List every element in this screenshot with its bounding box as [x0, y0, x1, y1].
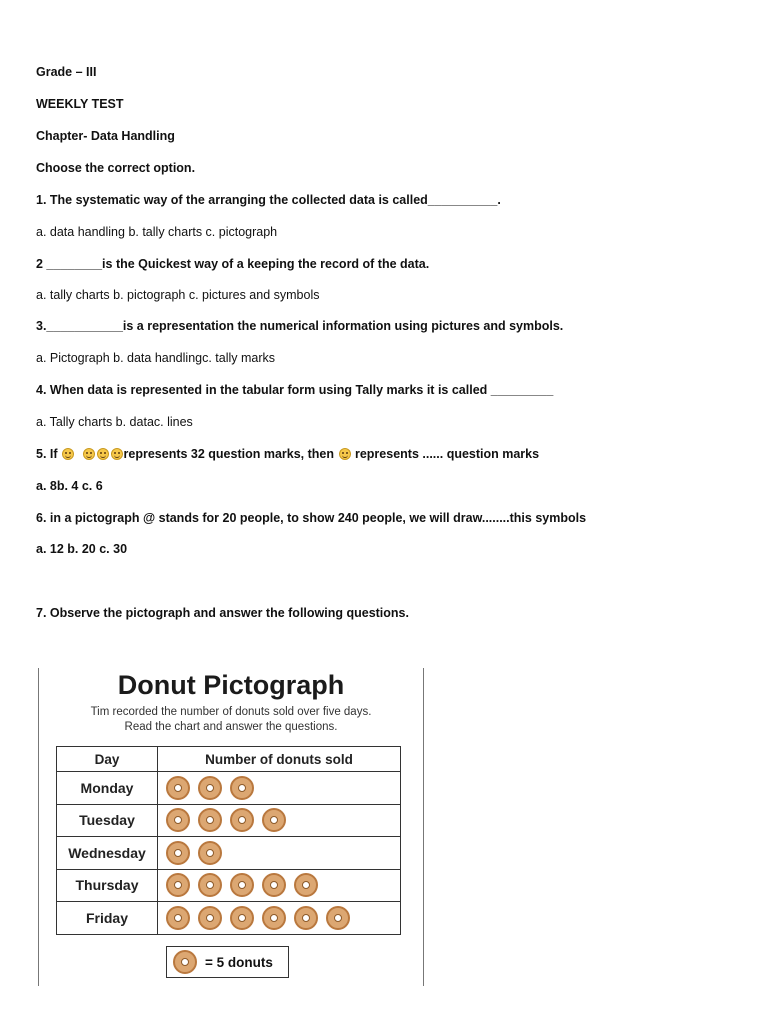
donut-count-cell: [158, 869, 401, 902]
pictograph-subtitle-1: Tim recorded the number of donuts sold over five days.: [90, 706, 372, 718]
donut-icon: [230, 808, 254, 832]
question-2: 2 ________is the Quickest way of a keeping the record of the data.: [36, 257, 430, 271]
instruction: Choose the correct option.: [36, 161, 196, 175]
donut-icon: [294, 906, 318, 930]
donut-icon: [173, 950, 197, 974]
question-5-mid: represents 32 question marks, then: [123, 447, 335, 461]
donut-icon: [230, 906, 254, 930]
donut-icon: [198, 841, 222, 865]
options-2: a. tally charts b. pictograph c. pictures and symbols: [36, 288, 320, 302]
donut-icon: [198, 906, 222, 930]
table-row: [57, 772, 401, 805]
question-4: 4. When data is represented in the tabular form using Tally marks it is called _________: [36, 383, 554, 397]
donut-icon: [326, 906, 350, 930]
column-header-day: Day: [57, 747, 158, 772]
legend-label: = 5 donuts: [205, 954, 273, 970]
day-label: Tuesday: [57, 804, 158, 837]
donut-icon: [166, 808, 190, 832]
pictograph-subtitle-2: Read the chart and answer the questions.: [124, 721, 338, 733]
donut-count-cell: [158, 902, 401, 935]
options-5: a. 8b. 4 c. 6: [36, 479, 103, 493]
table-header-row: [57, 747, 401, 772]
donut-icon: [262, 873, 286, 897]
donut-icon: [262, 808, 286, 832]
pictograph-legend: [166, 946, 289, 978]
donut-icon: [166, 841, 190, 865]
smiley-icon: [111, 448, 123, 460]
donut-pictograph: [38, 668, 424, 986]
donut-count-cell: [158, 837, 401, 870]
options-1: a. data handling b. tally charts c. pictograph: [36, 225, 278, 239]
question-1: 1. The systematic way of the arranging the collected data is called__________.: [36, 193, 501, 207]
smiley-icon: [97, 448, 109, 460]
pictograph-table: [56, 746, 401, 935]
question-3: 3.___________is a representation the numerical information using pictures and symbols.: [36, 319, 564, 333]
column-header-count: Number of donuts sold: [158, 747, 401, 772]
question-5-start: 5. If: [36, 447, 58, 461]
donut-icon: [198, 808, 222, 832]
question-5-end: represents ...... question marks: [354, 447, 540, 461]
donut-icon: [294, 873, 318, 897]
donut-icon: [166, 873, 190, 897]
donut-icon: [230, 776, 254, 800]
table-row: [57, 902, 401, 935]
donut-icon: [198, 776, 222, 800]
question-5: [36, 446, 539, 462]
day-label: Thursday: [57, 869, 158, 902]
smiley-icon: [83, 448, 95, 460]
chapter-title: Chapter- Data Handling: [36, 129, 175, 143]
options-6: a. 12 b. 20 c. 30: [36, 542, 128, 556]
smiley-icon: [62, 448, 74, 460]
donut-icon: [198, 873, 222, 897]
pictograph-title: Donut Pictograph: [117, 670, 345, 700]
question-6: 6. in a pictograph @ stands for 20 people, to show 240 people, we will draw........this symbols: [36, 511, 587, 525]
table-row: [57, 837, 401, 870]
test-title: WEEKLY TEST: [36, 97, 124, 111]
table-row: [57, 869, 401, 902]
donut-icon: [166, 906, 190, 930]
donut-icon: [166, 776, 190, 800]
donut-count-cell: [158, 772, 401, 805]
donut-icon: [262, 906, 286, 930]
smiley-icon: [339, 448, 351, 460]
donut-icon: [230, 873, 254, 897]
question-7: 7. Observe the pictograph and answer the following questions.: [36, 606, 409, 620]
options-4: a. Tally charts b. datac. lines: [36, 415, 193, 429]
donut-count-cell: [158, 804, 401, 837]
day-label: Monday: [57, 772, 158, 805]
day-label: Friday: [57, 902, 158, 935]
options-3: a. Pictograph b. data handlingc. tally marks: [36, 351, 276, 365]
table-row: [57, 804, 401, 837]
day-label: Wednesday: [57, 837, 158, 870]
grade-label: Grade – III: [36, 65, 97, 79]
